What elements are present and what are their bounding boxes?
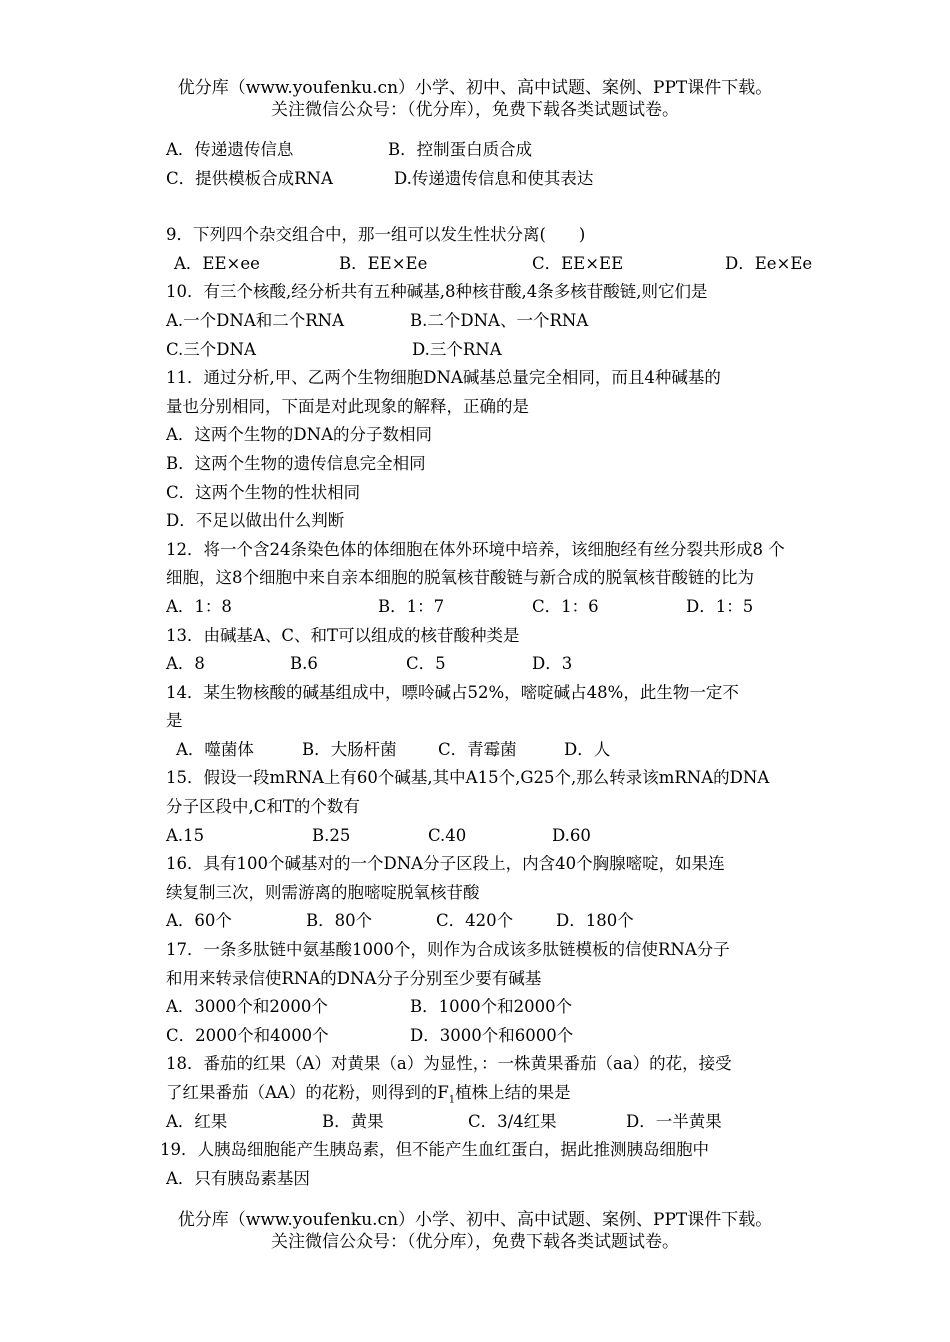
q14-option-b: B．大肠杆菌	[302, 739, 397, 759]
q16-stem-2: 续复制三次，则需游离的胞嘧啶脱氧核苷酸	[166, 882, 480, 902]
q14-options	[166, 736, 906, 765]
q18-option-c: C．3/4红果	[468, 1111, 557, 1131]
q9-option-a: A．EE×ee	[174, 253, 260, 273]
q17-option-b: B．1000个和2000个	[410, 997, 573, 1017]
q10-option-d: D.三个RNA	[412, 339, 502, 359]
q18-subscript: 1	[448, 1094, 456, 1106]
q9-option-d: D．Ee×Ee	[725, 253, 813, 273]
q14-option-c: C．青霉菌	[438, 739, 517, 759]
q18-stem-2-pre: 了红果番茄（AA）的花粉，则得到的F	[166, 1083, 449, 1102]
q18-stem-2	[166, 1079, 906, 1108]
q9-stem: 9．下列四个杂交组合中，那一组可以发生性状分离( )	[166, 225, 586, 245]
q8-row-2	[166, 165, 906, 194]
question-list	[160, 136, 906, 1193]
q12-stem-2: 细胞，这8个细胞中来自亲本细胞的脱氧核苷酸链与新合成的脱氧核苷酸链的比为	[166, 568, 754, 588]
q18-option-a: A．红果	[166, 1111, 228, 1131]
q17-row-2	[166, 1022, 906, 1051]
q12-option-b: B．1：7	[378, 596, 445, 616]
q19-option-a: A．只有胰岛素基因	[166, 1168, 310, 1188]
q18-option-d: D．一半黄果	[626, 1111, 722, 1131]
q13-stem: 13．由碱基A、C、和T可以组成的核苷酸种类是	[166, 625, 520, 645]
q14-stem-1: 14．某生物核酸的碱基组成中，嘌呤碱占52%，嘧啶碱占48%，此生物一定不	[166, 682, 739, 702]
page-footer	[0, 1209, 950, 1253]
q13-options	[166, 650, 906, 679]
q13-option-c: C．5	[406, 654, 446, 674]
q18-options	[166, 1108, 906, 1137]
q16-stem-1: 16．具有100个碱基对的一个DNA分子区段上，内含40个胸腺嘧啶，如果连	[166, 854, 725, 874]
q14-option-d: D．人	[564, 739, 611, 759]
q8-option-a: A．传递遗传信息	[166, 140, 294, 159]
q11-stem-1: 11．通过分析,甲、乙两个生物细胞DNA碱基总量完全相同，而且4种碱基的	[166, 368, 721, 388]
q18-stem-2-post: 植株上结的果是	[455, 1083, 571, 1102]
q15-stem-1: 15．假设一段mRNA上有60个碱基,其中A15个,G25个,那么转录该mRNA的DNA	[166, 768, 770, 788]
q14-stem-2: 是	[166, 711, 183, 731]
q10-option-a: A.一个DNA和二个RNA	[166, 310, 345, 330]
q15-stem-2: 分子区段中,C和T的个数有	[166, 797, 360, 817]
q15-option-a: A.15	[166, 825, 205, 845]
footer-line-2: 关注微信公众号：（优分库），免费下载各类试题试卷。	[271, 1232, 679, 1252]
q10-stem: 10．有三个核酸,经分析共有五种碱基,8种核苷酸,4条多核苷酸链,则它们是	[166, 282, 708, 302]
footer-line-1: 优分库（www.youfenku.cn）小学、初中、高中试题、案例、PPT课件下载。	[177, 1210, 773, 1230]
q13-option-d: D．3	[532, 654, 573, 674]
q15-option-b: B.25	[312, 825, 351, 845]
q16-option-a: A．60个	[166, 911, 232, 931]
q11-option-c: C．这两个生物的性状相同	[166, 482, 361, 502]
q18-stem-1: 18．番茄的红果（A）对黄果（a）为显性，：一株黄果番茄（aa）的花，接受	[166, 1054, 732, 1074]
q17-option-a: A．3000个和2000个	[166, 997, 328, 1017]
q17-stem-1: 17．一条多肽链中氨基酸1000个，则作为合成该多肽链模板的信使RNA分子	[166, 940, 730, 960]
q10-row-2	[166, 336, 906, 365]
q16-option-d: D．180个	[556, 911, 634, 931]
q15-option-d: D.60	[552, 825, 591, 845]
q17-option-c: C．2000个和4000个	[166, 1025, 329, 1045]
q17-stem-2: 和用来转录信使RNA的DNA分子分别至少要有碱基	[166, 968, 542, 988]
header-line-1: 优分库（www.youfenku.cn）小学、初中、高中试题、案例、PPT课件下载。	[177, 78, 773, 98]
q12-stem-1: 12．将一个含24条染色体的体细胞在体外环境中培养，该细胞经有丝分裂共形成8 个	[166, 539, 785, 559]
q10-option-c: C.三个DNA	[166, 339, 256, 359]
q13-option-b: B.6	[290, 654, 318, 674]
q8-option-c: C．提供模板合成RNA	[166, 168, 333, 188]
q16-options	[166, 907, 906, 936]
q9-option-c: C．EE×EE	[532, 253, 624, 273]
q17-row-1	[166, 993, 906, 1022]
q12-option-a: A．1：8	[166, 596, 232, 616]
q8-option-d: D.传递遗传信息和使其表达	[394, 168, 594, 188]
q10-option-b: B.二个DNA、一个RNA	[410, 310, 589, 330]
q19-stem: 19．人胰岛细胞能产生胰岛素，但不能产生血红蛋白，据此推测胰岛细胞中	[160, 1140, 709, 1160]
q18-option-b: B．黄果	[322, 1111, 384, 1131]
q9-options	[166, 250, 906, 279]
q11-option-d: D．不足以做出什么判断	[166, 511, 345, 531]
q16-option-b: B．80个	[306, 911, 373, 931]
q15-option-c: C.40	[428, 825, 467, 845]
header-line-2: 关注微信公众号：（优分库），免费下载各类试题试卷。	[271, 100, 679, 120]
q10-row-1	[166, 307, 906, 336]
page-header	[0, 77, 950, 121]
q16-option-c: C．420个	[436, 911, 514, 931]
q13-option-a: A．8	[166, 654, 205, 674]
q8-row-1	[166, 136, 906, 165]
q9-option-b: B．EE×Ee	[339, 253, 428, 273]
q12-option-d: D．1：5	[686, 596, 754, 616]
q11-stem-2: 量也分别相同，下面是对此现象的解释，正确的是	[166, 396, 529, 416]
q11-option-a: A．这两个生物的DNA的分子数相同	[166, 425, 432, 445]
q17-option-d: D．3000个和6000个	[410, 1025, 574, 1045]
q8-option-b: B．控制蛋白质合成	[388, 140, 533, 159]
q14-option-a: A．噬菌体	[176, 739, 254, 759]
q12-option-c: C．1：6	[532, 596, 599, 616]
q11-option-b: B．这两个生物的遗传信息完全相同	[166, 453, 426, 473]
q12-options	[166, 593, 906, 622]
q15-options	[166, 822, 906, 851]
